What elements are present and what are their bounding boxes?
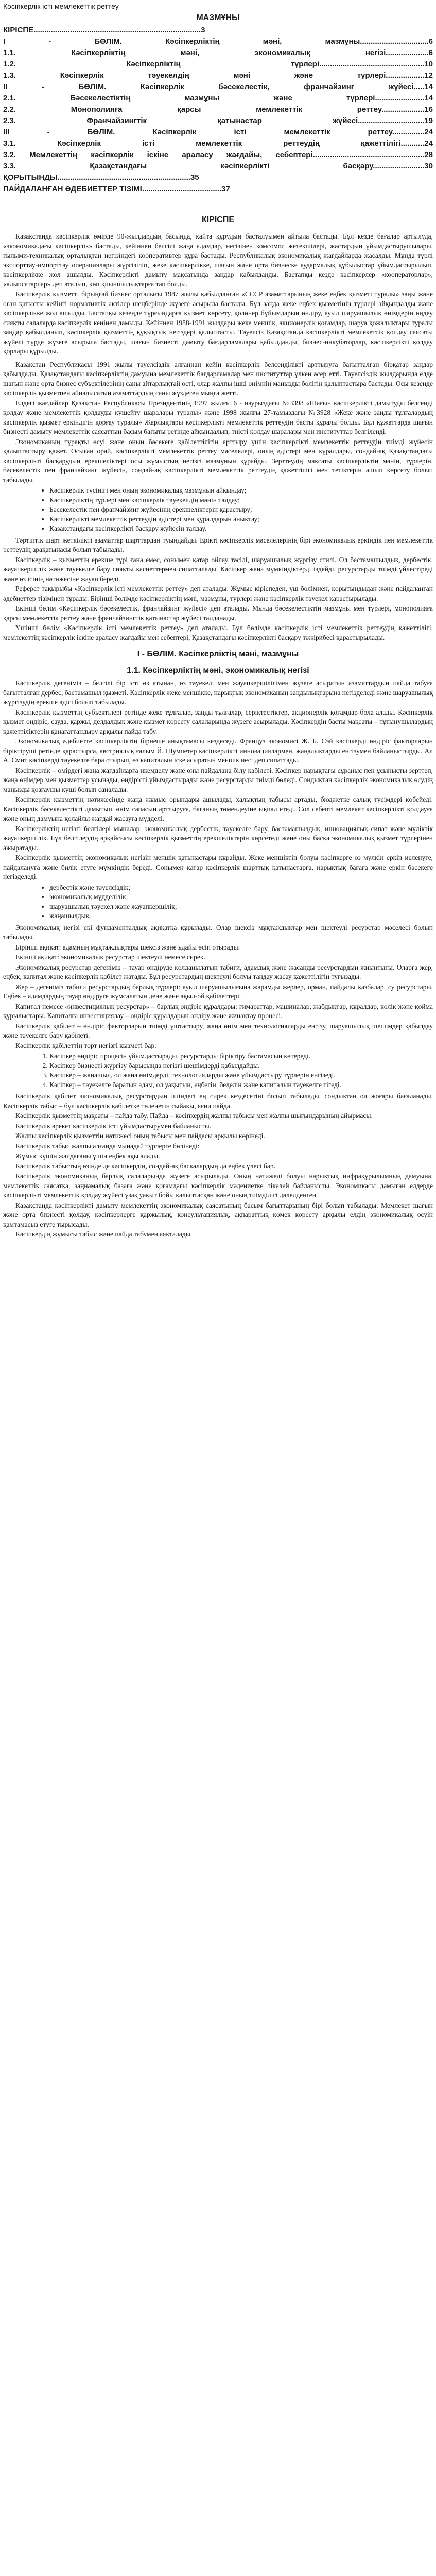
intro-paragraph: Елдегі жағдайлар Қазақстан Республикасы Президентінің 1997 жылғы 6 - наурыздағы №3398 «Шағын кәсіпкерлікті дамытуды белсенді қолдау және мемлекеттік қолдауды күшейту шаралары туралы» және 1998 жылғы 27-тамыздағы №3928 «Жеке және заңды тұлғалардың кәсіпкерлік қызмет еркіндігін қорғау туралы» Жарлықтары кәсіпкерлікті мемлекеттік реттеудің басты құралы болды. Бұл құжаттарда шағын бизнесті дамыту мемлекеттік саясаттың басым бағыты ретінде айқындалып, тиісті қолдау шаралары мен институттар белгіленді. <box>3 399 433 435</box>
part1-paragraph: Кәсіпкерлік табыс жалпы алғанда мынадай түрлерге бөлінеді: <box>15 1142 200 1150</box>
entrepreneurship-features-list <box>3 883 433 921</box>
part1-paragraph: Қазақстанда кәсіпкерлікті дамыту мемлекеттің экономикалық саясатының басым бағыттарының бірі болып табылады. Мемлекет шағын және орта бизнесті қолдау, кәсіпкерлерге қаржылық, консультациялық, ақпараттық көмек көрсету арқылы елдің экономикалық өсуін қамтамасыз етуге тырысады. <box>3 1201 433 1228</box>
part1-paragraph: Бірінші ақиқат: адамның мұқтаждықтары шексіз және ұдайы өсіп отырады. <box>15 943 240 951</box>
part1-paragraph: Экономикалық негізі екі фундаменталдық ақиқатқа құрылады. Олар шексіз мұқтаждықтар мен шектеулі ресурстар мәселесі болып табылады. <box>3 923 433 941</box>
part1-paragraph: Жалпы кәсіпкерлік қызметтің нәтижесі оның табысы мен пайдасы арқылы көрінеді. <box>15 1132 265 1140</box>
table-of-contents <box>3 25 433 195</box>
toc-entry-part1[interactable]: І - БӨЛІМ. Кәсіпкерліктің мәні, мазмұны................................6 <box>3 37 433 46</box>
toc-entry-2-1[interactable]: 2.1. Бәсекелестіктің мазмұны және түрлері.......................14 <box>3 94 433 103</box>
part1-paragraph: Кәсіпкерлік – өмірдегі жаңа жағдайларға икемделу және оны пайдалана білу қабілеті. Кәсіпкер нарықтағы сұраныс пен ұсынысты зерттеп, жаңа өнімдер мен қызметтер ұсынады, өндірісті ұйымдастырады және ресурстарды тиімді бөледі. Сондықтан кәсіпкерлік экономикалық өсудің маңызды қозғаушы күші болып саналады. <box>3 766 433 793</box>
intro-paragraph: Экономиканың тұрақты өсуі және оның бәсекеге қабілеттілігін арттыру үшін кәсіпкерлікті мемлекеттік реттеудің тиімді жүйесін қалыптастыру қажет. Осыған орай, кәсіпкерлікті мемлекеттік реттеу мәселелері, оның әдістері мен құралдары, сондай-ақ Қазақстандағы кәсіпкерлікті басқарудың ерекшеліктері осы жұмыстың негізгі мазмұнын құрайды. Зерттеудің мақсаты кәсіпкерліктің мәнін, түрлерін, бәсекелестік пен франчайзинг жүйесін, сондай-ақ кәсіпкерлікті мемлекеттік реттеудің қажеттілігі мен тетіктерін ашып көрсету болып табылады. <box>3 437 433 484</box>
document-title: Кәсіпкерлік істі мемлекеттік реттеу <box>3 2 119 10</box>
toc-entry-2-2[interactable]: 2.2. Монополияға қарсы мемлекеттік реттеу....................16 <box>3 105 433 114</box>
intro-paragraph: Қазақстан Республикасы 1991 жылы тәуелсіздік алғаннан кейін кәсіпкерлік белсенділікті арттыруға бағытталған бірқатар заңдар қабылдады. Қазақстандағы кәсіпкерліктің дамуына мемлекеттік бағдарламалар мен институттар үлкен әсер етті. Тәуелсіздік жылдарында елде шағын және орта бизнес субъектілерінің саны айтарлықтай өсті, олар жалпы ішкі өнімнің маңызды бөлігін қалыптастыра бастады. Осы кезеңде кәсіпкерлік қызметпен айналысатын азаматтардың саны жүздеген мыңға жетті. <box>3 360 433 397</box>
part1-paragraph: Кәсіпкерліктің негізгі белгілері мыналар: экономикалық дербестік, тәуекелге бару, бастамашылдық, инновациялық сипат және мүліктік жауапкершілік. Бұл белгілердің әрқайсысы кәсіпкерлік қызметтің ерекшеліктерін көрсетеді және оны басқа экономикалық қызмет түрлерінен ажыратады. <box>3 824 433 852</box>
part1-paragraph: Кәсіпкерлік қабілет экономикалық ресурстардың ішіндегі ең сирек кездесетіні болып табылады, сондықтан ол жоғары бағаланады. Кәсіпкерлік табыс – бұл кәсіпкерлік қабілетке төленетін сыйақы, яғни пайда. <box>3 1092 433 1110</box>
part1-subtitle: 1.1. Кәсіпкерліктің мәні, экономикалық негізі <box>127 666 309 675</box>
toc-entry-conclusion[interactable]: ҚОРЫТЫНДЫ..............................................................35 <box>3 173 199 182</box>
contents-heading: МАЗМҰНЫ <box>196 13 240 22</box>
part1-paragraph: Кәсіпкерлік қабілеттің төрт негізгі қызметі бар: <box>15 1041 156 1049</box>
part1-paragraph: Екінші ақиқат: экономикалық ресурстар шектеулі немесе сирек. <box>15 953 205 961</box>
list-item: 4. Кәсіпкер – тәуекелге баратын адам, ол уақытын, еңбегін, беделін және капиталын тәуекелге тігеді. <box>49 1080 433 1090</box>
toc-entry-2-3[interactable]: 2.3. Франчайзингтік қатынастар жүйесі...............................19 <box>3 116 433 125</box>
toc-entry-1-2[interactable]: 1.2. Кәсіпкерліктің түрлері.................................................10 <box>3 60 433 69</box>
list-item: 3. Кәсіпкер – жаңашыл, ол жаңа өнімдерді, технологияларды және ұйымдастыру түрлерін енгізеді. <box>49 1071 433 1080</box>
toc-entry-1-3[interactable]: 1.3. Кәсіпкерлік тәуекелдің мәні және түрлері..................12 <box>3 71 433 80</box>
toc-entry-3-2[interactable]: 3.2. Мемлекеттің кәсіпкерлік іскіне араласу жағдайы, себептері....................................................28 <box>3 150 433 159</box>
intro-paragraph: Реферат тақырыбы «Кәсіпкерлік істі мемлекеттік реттеу» деп аталады. Жұмыс кіріспеден, үш бөлімнен, қорытындыдан және пайдаланған әдебиеттер тізімінен тұрады. Бірінші бөлімде кәсіпкерліктің мәні, мазмұны, түрлері және кәсіпкерлік тәуекел қарастырылады. <box>3 585 433 602</box>
intro-task-list <box>3 486 433 534</box>
toc-entry-part3[interactable]: ІІІ - БӨЛІМ. Кәсіпкерлік істі мемлекеттік реттеу...............24 <box>3 128 433 137</box>
toc-entry-references[interactable]: ПАЙДАЛАНҒАН ӘДЕБИЕТТЕР ТІЗІМІ.....................................37 <box>3 184 230 193</box>
part1-paragraph: Кәсіпкерлік қызметтің нәтижесінде жаңа жұмыс орындары ашылады, халықтың табысы артады, бюджетке салық түсімдері көбейеді. Кәсіпкерлік бәсекелестікті дамытып, өнім сапасын арттыруға, бағаның төмендеуіне ықпал етеді. Сол себепті мемлекет кәсіпкерлікті қолдауға және оның дамуына қолайлы жағдай жасауға мүдделі. <box>3 795 433 822</box>
part1-paragraph: Кәсіпкерлік қызметтің субъектілері ретінде жеке тұлғалар, заңды тұлғалар, серіктестіктер, акционерлік қоғамдар бола алады. Кәсіпкерлік қызмет өндіріс, сауда, қаржы, делдалдық және қызмет көрсету салаларында жүзеге асырылады. Кәсіпкердің басты мақсаты – тұтынушылардың қажеттіліктерін қанағаттандыру арқылы пайда табу. <box>3 708 433 735</box>
entrepreneur-functions-list <box>3 1052 433 1090</box>
part1-title: І - БӨЛІМ. Кәсіпкерліктің мәні, мазмұны <box>137 650 299 658</box>
part1-paragraph: Кәсіпкерлік қабілет – өндіріс факторларын тиімді ұштастыру, жаңа өнім мен технологияларды енгізу, шаруашылық шешімдер қабылдау және тәуекелге бару қабілеті. <box>3 1022 433 1039</box>
toc-entry-part2[interactable]: ІІ - БӨЛІМ. Кәсіпкерлік бәсекелестік, франчайзинг жүйесі.....14 <box>3 82 433 91</box>
toc-entry-1-1[interactable]: 1.1. Кәсіпкерліктің мәні, экономикалық негізі....................6 <box>3 48 433 57</box>
part1-paragraph: Кәсіпкерлік табыстың өзінде де кәсіпкердің, сондай-ақ басқалардың да еңбек үлесі бар. <box>15 1162 275 1170</box>
list-item: • Кәсіпкерлік түсінігі мен оның экономикалық мазмұнын айқындау; <box>49 486 433 496</box>
part1-paragraph: Кәсіпкерлік әрекет кәсіпкерлік істі ұйымдастырумен байланысты. <box>15 1122 212 1130</box>
list-item: • экономикалық мүдделілік; <box>49 892 433 902</box>
part1-paragraph: Экономикалық ресурстар дегеніміз – тауар өндіруде қолданылатын табиғи, адамдық және жасанды ресурстардың жиынтығы. Оларға жер, еңбек, капитал және кәсіпкерлік қабілет жатады. Бұл ресурстардың шектеулі болуы таңдау жасау қажеттілігін туғызады. <box>3 963 433 980</box>
list-item: • Кәсіпкерліктің түрлері мен кәсіпкерлік тәуекелдің мәнін талдау; <box>49 496 433 505</box>
part1-paragraph: Кәсіпкердің жұмысы табыс және пайда табумен аяқталады. <box>15 1230 193 1238</box>
part1-paragraph: Кәсіпкерлік экономиканың барлық салаларында жүзеге асырылады. Оның нәтижелі болуы нарықтық инфрақұрылымның дамуына, мемлекеттік саясатқа, заңнамалық базаға және қоғамдағы кәсіпкерлік мәдениетке тікелей байланысты. Экономикасы дамыған елдерде кәсіпкерлікті мемлекеттік қолдау жүйесі ұзақ уақыт бойы қалыптасқан және оның тиімділігі дәлелденген. <box>3 1172 433 1199</box>
intro-title: КІРІСПЕ <box>201 215 235 224</box>
toc-entry-3-1[interactable]: 3.1. Кәсіпкерлік істі мемлекеттік реттеудің қажеттілігі...........24 <box>3 139 433 148</box>
intro-paragraph: Қазақстанда кәсіпкерлік өмірде 90-жылдардың басында, қайта құрудың басталуымен айтыла бастады. Бұл кезде бағалар артылуда, «экономикадағы кәсіпкерлік» бастады, кейіннен белгілі жаңа адамдар, негізінен комсомол жетекшілері, жастардың ұйымдастырушылары, ғылыми-техникалық орталықтан негізіндегі кооперативтер құра бастады. Республикалық экономикалық жағдайларда жасалды. Мұнда түрлі экспорттау-импорттау операциялары жүргізіліп, жеке кәсіпкерлікке, шағын және орта бизнеске аудармалық құбылыстар ұйымдастырылып, кәсіпкерлікке жол ашылды. Кәсіпкерлікті дамыту мақсатында заңдар қабылданды. Бастапқы кезде кәсіпкерлер «кооператорлар», «алыпсатарлар» деп аталып, көп қиыншылықтарға тап болды. <box>3 232 433 288</box>
list-item: • Кәсіпкерлікті мемлекеттік реттеудің әдістері мен құралдарын анықтау; <box>49 515 433 524</box>
part1-paragraph: Жұмыс күшін жалдағаны үшін еңбек ақы алады. <box>15 1152 160 1160</box>
intro-paragraph: Кәсіпкерлік қызметті бірыңғай бизнес орталығы 1987 жылы қабылданған «СССР азаматтарының жеке еңбек қызметі туралы» заңы және оған қатысты кейінгі нормативтік актілер шеңберінде жүзеге асырыла бастады. Бұл заңда жеке еңбек қызметінің түрлері айқындалды және кәсіпкерлікке жол ашылды. Бастапқы кезеңде тұрғындарға қызмет көрсету, қолөнер бұйымдарын өндіру, ауыл шаруашылық өнімдерін өңдеу сияқты салаларда кәсіпкерлік кеңінен дамыды. Кейіннен 1988-1991 жылдары жеке меншік, акционерлік қоғамдар, шаруа қожалықтары туралы заңдар қабылданып, кәсіпкерлік қызметтің құқықтық негіздері қалыптасты. Тәуелсіз Қазақстанда кәсіпкерлікті мемлекеттік қолдау саясаты жүйелі түрде жүзеге асырыла бастады, шағын бизнесті дамыту бағдарламалары қабылданды, бизнес-инкубаторлар, кәсіпкерлікті қолдау қорлары құрылды. <box>3 290 433 355</box>
list-item: 1. Кәсіпкер өндіріс процесін ұйымдастырады, ресурстарды біріктіру бастамасын көтереді. <box>49 1052 433 1061</box>
list-item: • Қазақстандағы кәсіпкерлікті басқару жүйесін талдау. <box>49 524 433 534</box>
intro-paragraph: Тәртіптік шарт жеткілікті азаматтар шарттардан туындайды. Ерікті кәсіпкерлік мәселелерінің бірі экономикалық еркіндік пен мемлекеттік реттеудің арақатынасы болып табылады. <box>3 536 433 553</box>
list-item: • дербестік және тәуелсіздік; <box>49 883 433 893</box>
toc-entry-intro[interactable]: КІРІСПЕ..............................................................................3 <box>3 26 205 35</box>
document-page <box>0 2 436 1240</box>
intro-paragraph: Үшінші бөлім «Кәсіпкерлік істі мемлекеттік реттеу» деп аталады. Бұл бөлімде кәсіпкерлік істі мемлекеттік реттеудің қажеттілігі, мемлекеттің кәсіпкерлік іскіне араласу жағдайы мен себептері, Қазақстандағы кәсіпкерлікті басқару тәжірибесі қарастырылады. <box>3 624 433 641</box>
part1-paragraph: Экономикалық әдебиетте кәсіпкерліктің бірнеше анықтамасы кездеседі. Француз экономисі Ж. Б. Сэй кәсіпкерді өндіріс факторларын біріктіруші ретінде қарастырса, австриялық ғалым Й. Шумпетер кәсіпкерлікті инновациялармен, жаңалықтарды енгізумен байланыстырды. Ал А. Смит кәсіпкерді тәуекелге бара отырып, өз капиталын іске асыратын меншік иесі деп сипаттады. <box>3 737 433 764</box>
list-item: • Бәсекелестік пен франчайзинг жүйесінің ерекшеліктерін қарастыру; <box>49 505 433 515</box>
list-item: • жаңашылдық. <box>49 911 433 921</box>
intro-paragraph: Кәсіпкерлік – қызметтің ерекше түрі ғана емес, сонымен қатар ойлау тәсілі, шаруашылық жүргізу стилі. Ол бастамашылдық, дербестік, жауапкершілік және тәуекелге бару сияқты қасиеттермен сипатталады. Кәсіпкер жаңа мүмкіндіктерді іздейді, ресурстарды тиімді үйлестіреді және өз ісінің нәтижесіне жауап береді. <box>3 555 433 583</box>
list-item: 2. Кәсіпкер бизнесті жүргізу барысында негізгі шешімдерді қабылдайды. <box>49 1061 433 1071</box>
toc-entry-3-3[interactable]: 3.3. Қазақстандағы кәсіпкерлікті басқару........................30 <box>3 162 433 171</box>
part1-paragraph: Жер – дегеніміз табиғи ресурстардың барлық түрлері: ауыл шаруашылығына жарамды жерлер, орман, пайдалы қазбалар, су ресурстары. Еңбек – адамдардың тауар өндіруге жұмсалатын дене және ақыл-ой қабілеттері. <box>3 982 433 1000</box>
list-item: • шаруашылық тәуекел және жауапкершілік; <box>49 902 433 912</box>
part1-paragraph: Капитал немесе «инвестициялық ресурстар» – барлық өндіріс құралдары: ғимараттар, машиналар, жабдықтар, құралдар, көлік және қойма құрылыстары. Капиталға инвестициялау – өндіріс құралдарын өндіру және жинақтау процесі. <box>3 1002 433 1020</box>
part1-paragraph: Кәсіпкерлік қызметтің экономикалық негізін меншік қатынастары құрайды. Жеке меншіктің болуы кәсіпкерге өз мүлкін еркін иеленуге, пайдалануға және билік етуге мүмкіндік береді. Сонымен қатар кәсіпкерлік шарттық қатынастарға, нарықтық бағаға және еркін бәсекеге негізделеді. <box>3 854 433 880</box>
intro-paragraph: Екінші бөлім «Кәсіпкерлік бәсекелестік, франчайзинг жүйесі» деп аталады. Мұнда бәсекелестіктің мазмұны мен түрлері, монополияға қарсы мемлекеттік реттеу және франчайзингтік қатынастар жүйесі талданады. <box>3 604 433 622</box>
part1-paragraph: Кәсіпкерлік қызметтің мақсаты – пайда табу. Пайда – кәсіпкердің жалпы табысы мен жалпы шығындарының айырмасы. <box>15 1112 373 1120</box>
part1-paragraph: Кәсіпкерлік дегеніміз – белгілі бір істі өз атынан, өз тәуекелі мен жауапкершілігімен жүзеге асыратын азаматтардың пайда табуға бағытталған дербес, бастамашыл қызметі. Кәсіпкерлік жеке меншікке, нарықтық экономиканың заңдылықтарына негізделеді және шаруашылық жүргізудің ерекше әдісі болып табылады. <box>3 679 433 706</box>
